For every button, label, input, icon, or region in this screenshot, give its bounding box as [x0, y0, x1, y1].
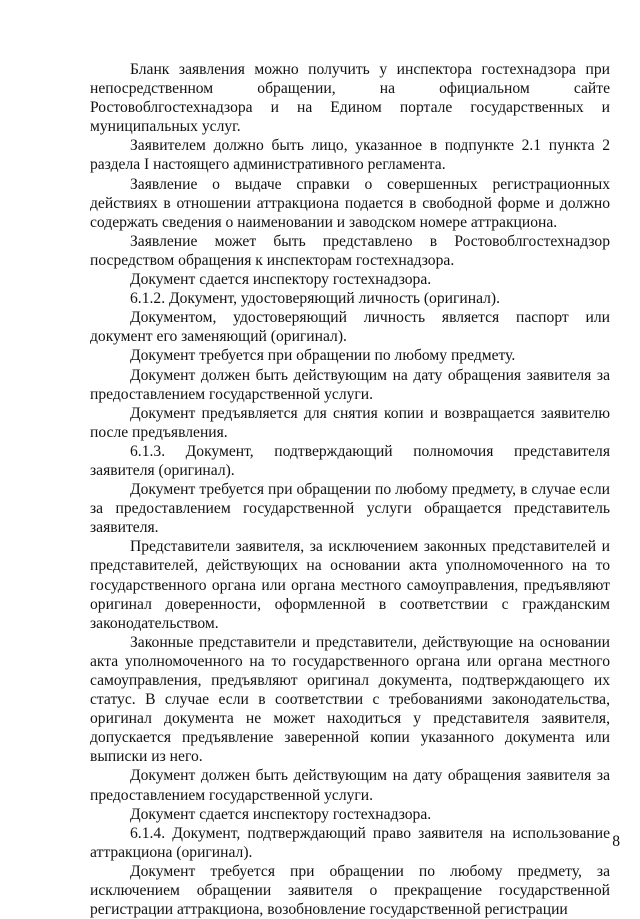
paragraph: Документ требуется при обращении по любому предмету, за исключением обращении заявителя о прекращение государственной регистрации аттракциона, возобновление государственной регистрации	[90, 862, 610, 919]
paragraph: Представители заявителя, за исключением законных представителей и представителей, действующих на основании акта уполномоченного на то государственного органа или органа местного самоуправления, предъявляют оригинал доверенности, оформленной в соответствии с гражданским законодательством.	[90, 538, 610, 632]
paragraph: Документ должен быть действующим на дату обращения заявителя за предоставлением государственной услуги.	[90, 366, 610, 403]
paragraph: Заявителем должно быть лицо, указанное в подпункте 2.1 пункта 2 раздела I настоящего административного регламента.	[90, 137, 610, 174]
paragraph: Документ должен быть действующим на дату обращения заявителя за предоставлением государственной услуги.	[90, 767, 610, 804]
paragraph: Документ сдается инспектору гостехнадзора.	[130, 271, 432, 289]
section-heading-6-1-3: 6.1.3. Документ, подтверждающий полномочия представителя заявителя (оригинал).	[90, 442, 610, 479]
page-number: 8	[612, 833, 620, 850]
paragraph: Заявление о выдаче справки о совершенных регистрационных действиях в отношении аттракциона подается в свободной форме и должно содержать сведения о наименовании и заводском номере аттракциона.	[90, 175, 610, 231]
paragraph: Заявление может быть представлено в Ростовоблгостехнадзор посредством обращения к инспекторам гостехнадзора.	[90, 232, 610, 269]
paragraph: Документом, удостоверяющий личность является паспорт или документ его заменяющий (оригинал).	[90, 309, 610, 346]
paragraph: Бланк заявления можно получить у инспектора гостехнадзора при непосредственном обращении, на официальном сайте Ростовоблгостехнадзора и на Едином портале государственных и муниципальных услуг.	[90, 61, 610, 136]
paragraph: Документ требуется при обращении по любому предмету.	[130, 347, 516, 365]
paragraph: Законные представители и представители, действующие на основании акта уполномоченного на то государственного органа или органа местного самоуправления, предъявляют оригинал документа, подтверждающего их статус. В случае если в соответствии с требованиями законодательства, оригинал документа не может находиться у представителя заявителя, допускается предъявление заверенной копии указанного документа или выписки из него.	[90, 633, 610, 766]
paragraph: Документ предъявляется для снятия копии и возвращается заявителю после предъявления.	[90, 404, 610, 441]
document-body	[90, 60, 610, 919]
section-heading-6-1-2: 6.1.2. Документ, удостоверяющий личность (оригинал).	[130, 290, 501, 308]
section-heading-6-1-4: 6.1.4. Документ, подтверждающий право заявителя на использование аттракциона (оригинал).	[90, 824, 610, 861]
paragraph: Документ требуется при обращении по любому предмету, в случае если за предоставлением государственной услуги обращается представитель заявителя.	[90, 481, 610, 537]
paragraph: Документ сдается инспектору гостехнадзора.	[130, 805, 432, 823]
